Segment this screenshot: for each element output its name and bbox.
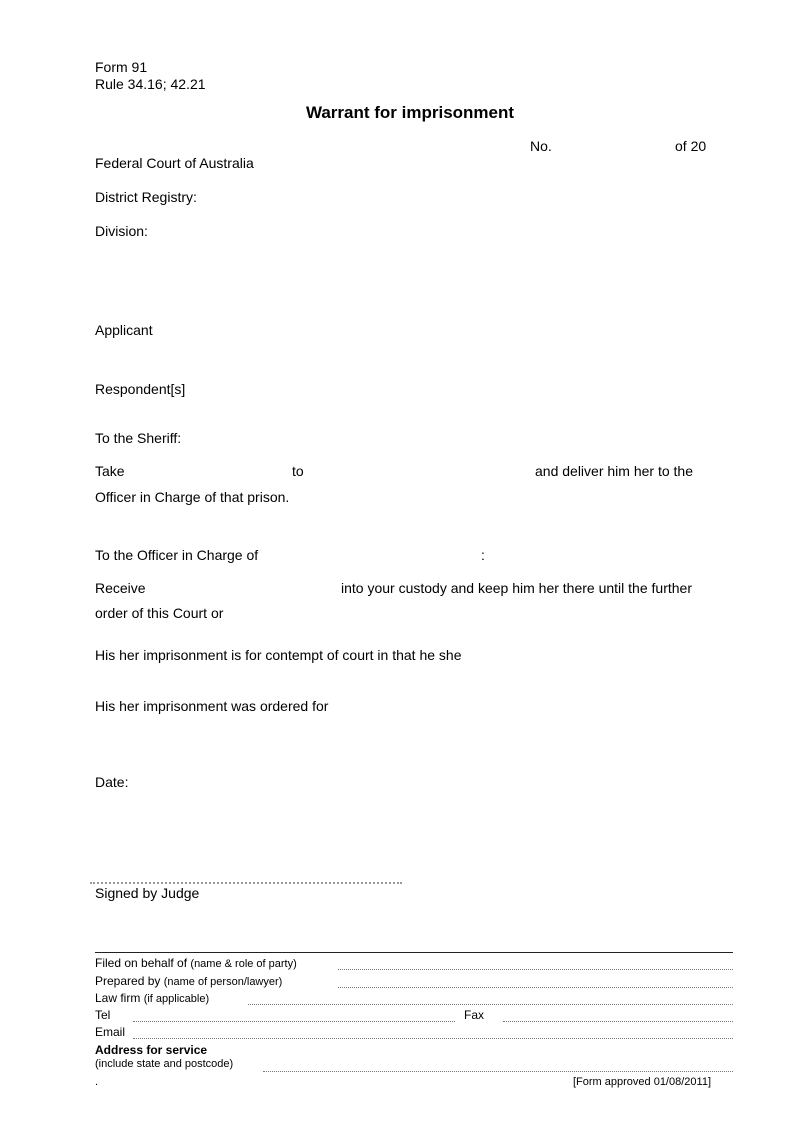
email-field[interactable] bbox=[133, 1038, 733, 1039]
law-firm-hint: (if applicable) bbox=[143, 993, 210, 1005]
prepared-by-label: Prepared by bbox=[95, 974, 161, 988]
deliver-text: and deliver him her to the bbox=[535, 463, 693, 479]
district-registry-label: District Registry: bbox=[95, 189, 197, 205]
contempt-text: His her imprisonment is for contempt of court in that he she bbox=[95, 647, 462, 663]
law-firm-field[interactable] bbox=[248, 1004, 733, 1005]
officer-in-charge-text: Officer in Charge of that prison. bbox=[95, 489, 290, 505]
prepared-by-hint: (name of person/lawyer) bbox=[163, 976, 283, 988]
email-label: Email bbox=[95, 1025, 126, 1039]
take-label: Take bbox=[95, 463, 125, 479]
address-for-service-label: Address for service bbox=[95, 1043, 208, 1057]
form-number: Form 91 bbox=[95, 59, 148, 75]
filed-on-behalf-field[interactable] bbox=[338, 969, 733, 970]
signature-line bbox=[90, 882, 402, 884]
date-label: Date: bbox=[95, 774, 129, 790]
footer-divider bbox=[95, 952, 733, 953]
rule-reference: Rule 34.16; 42.21 bbox=[95, 76, 206, 92]
tel-field[interactable] bbox=[133, 1021, 455, 1022]
case-year-label: of 20 bbox=[675, 138, 707, 154]
form-approved-note: [Form approved 01/08/2011] bbox=[573, 1076, 711, 1088]
division-label: Division: bbox=[95, 223, 148, 239]
to-officer-label: To the Officer in Charge of bbox=[95, 547, 259, 563]
filed-on-behalf-label: Filed on behalf of bbox=[95, 956, 188, 970]
footer-dot: . bbox=[95, 1076, 99, 1088]
court-name: Federal Court of Australia bbox=[95, 155, 254, 171]
colon: : bbox=[481, 547, 485, 563]
address-hint: (include state and postcode) bbox=[95, 1058, 234, 1070]
prepared-by-field[interactable] bbox=[338, 987, 733, 988]
signed-by-judge: Signed by Judge bbox=[95, 885, 200, 901]
case-number-label: No. bbox=[530, 138, 552, 154]
to-sheriff: To the Sheriff: bbox=[95, 430, 182, 446]
receive-label: Receive bbox=[95, 580, 146, 596]
address-field[interactable] bbox=[263, 1071, 733, 1072]
ordered-for-text: His her imprisonment was ordered for bbox=[95, 698, 329, 714]
law-firm-label: Law firm bbox=[95, 991, 141, 1005]
tel-label: Tel bbox=[95, 1008, 111, 1022]
law-firm-row bbox=[95, 992, 209, 1005]
filed-on-behalf-hint: (name & role of party) bbox=[190, 958, 297, 970]
fax-label: Fax bbox=[464, 1008, 485, 1022]
respondent-label: Respondent[s] bbox=[95, 381, 186, 397]
fax-field[interactable] bbox=[503, 1021, 733, 1022]
to-label: to bbox=[292, 463, 304, 479]
custody-text: into your custody and keep him her there until the further bbox=[341, 580, 692, 596]
order-of-court-text: order of this Court or bbox=[95, 605, 224, 621]
applicant-label: Applicant bbox=[95, 322, 153, 338]
filed-on-behalf-row bbox=[95, 957, 297, 970]
page-title: Warrant for imprisonment bbox=[305, 103, 515, 122]
prepared-by-row bbox=[95, 975, 282, 988]
